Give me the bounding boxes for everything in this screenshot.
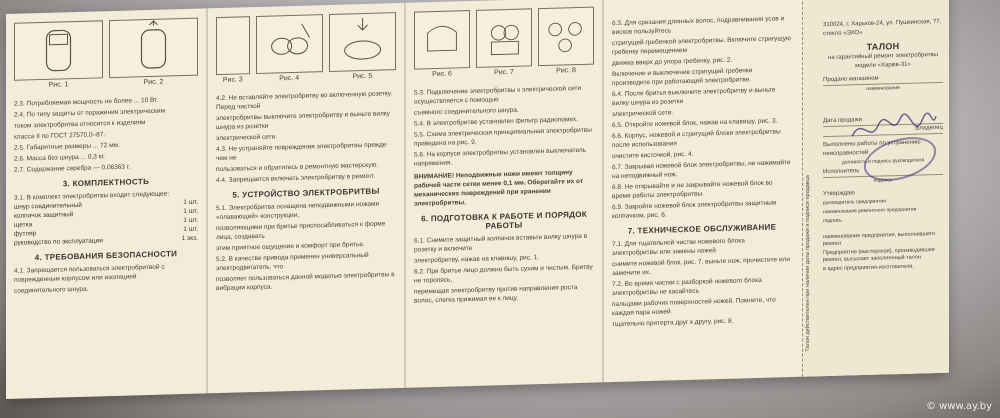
text-line: 2.5. Габаритные размеры ... 72 мм. <box>14 141 120 152</box>
coupon-field: Исполнитель <box>823 165 943 178</box>
kit-item: щетка 1 шт. <box>14 216 198 229</box>
kit-item: шнур соединительный 1 шт. <box>14 198 198 211</box>
text-line: 6.9. Закройте ножевой блок электробритвы защитным колпачком, рис. 6. <box>612 199 777 221</box>
kit-item: руководство по эксплуатации 1 экз. <box>14 234 198 247</box>
figure-row-3 <box>414 4 594 79</box>
text-line: электрической сети. <box>612 109 674 119</box>
prep-text <box>414 232 594 306</box>
blade-block-removal-illustration <box>477 9 531 67</box>
figure-caption: Рис. 7 <box>494 68 514 77</box>
section-heading: 4. ТРЕБОВАНИЯ БЕЗОПАСНОСТИ <box>34 249 178 263</box>
coupon-field-hint: наименование <box>866 85 900 92</box>
figure-6 <box>414 10 470 79</box>
text-line: 6.1. Снимите защитный колпачок вставьте вилку шнура в розетку и включите <box>414 232 588 254</box>
coupon-field: Дата продажи <box>823 114 943 127</box>
coupon-field: Утверждаю <box>823 190 855 198</box>
figure-7 <box>476 8 532 77</box>
blades-pair-illustration <box>539 8 593 66</box>
kit-list <box>14 198 198 248</box>
text-line: 5.1. Электробритва оснащена неподвижными ножами «плавающей» конструкции, <box>216 200 380 222</box>
text-line: соединительного шнура. <box>14 285 89 295</box>
leaflet-panel-4 <box>604 0 800 382</box>
text-line: 7.2. Во время чистки с разборкой ножевого блока электробритвы не касайтесь <box>612 276 762 298</box>
text-line: 6.3. Для срезания длинных волос, подравнивания усов и висков пользуйтесь <box>612 15 785 37</box>
figure-3 <box>216 16 250 84</box>
figure-caption: Рис. 5 <box>352 72 373 81</box>
text-line: позволяющими при бритье приспосабливаться к форме лица, создавать <box>216 220 386 242</box>
instruction-leaflet <box>6 0 948 399</box>
brush-cleaning-illustration <box>257 15 322 73</box>
coupon-field-hint: руководитель предприятия <box>823 198 886 207</box>
text-line: съемного соединительного шнура. <box>414 106 519 117</box>
figure-row-1 <box>14 15 198 90</box>
text-line: снимите ножевой блок, рис. 7, выньте нож, прочистите или замените их. <box>612 256 790 278</box>
text-line: 2.7. Содержание серебра — 0,06363 г. <box>14 163 131 174</box>
text-line: 6.7. Закрывая ножевой блок электробритвы, не нажимайте на неподвижный нож. <box>612 159 791 181</box>
text-line: 2.6. Масса без шнура ... 0,3 кг. <box>14 153 105 163</box>
text-line: 6.8. Не открывайте и не закрывайте ножевой блок во время работы электробритвы. <box>612 179 773 201</box>
figure-caption: Рис. 1 <box>48 81 69 89</box>
coupon-title: ТАЛОН <box>866 41 900 52</box>
text-line: 6.5. Откройте ножевой блок, нажав на клавишу, рис. 3. <box>612 117 778 130</box>
protective-cap-illustration <box>415 11 469 69</box>
figure-caption: Рис. 4 <box>279 74 300 83</box>
coupon-field: Выполнены работы по устранению неисправностей <box>823 139 921 158</box>
text-line: током электробритва относится к изделиям <box>14 119 146 130</box>
coupon-field-hint: подпись <box>823 217 842 225</box>
device-text-cont <box>414 84 594 169</box>
figure-caption: Рис. 3 <box>222 76 243 84</box>
coupon-field: Владелец <box>823 124 943 137</box>
text-line: 5.3. Подключение электробритвы к электрической сети осуществляется с помощью <box>414 84 582 106</box>
figure-caption: Рис. 2 <box>143 78 164 87</box>
kit-item: колпачок защитный 1 шт. <box>14 207 198 220</box>
text-line: пользоваться и обратитесь в ремонтную мастерскую. <box>216 161 379 174</box>
text-line: 5.6. На корпусе электробритвы установлен выключатель напряжения. <box>414 146 587 168</box>
site-watermark: © www.ay.by <box>925 401 992 412</box>
text-line: 2.3. Потребляемая мощность не более ... 10 Вт. <box>14 96 159 108</box>
figure-caption: Рис. 8 <box>556 67 576 75</box>
coupon-address: 310024, г. Харьков-24, ул. Пушкинская, 77, стекло «ЭХО» <box>823 18 942 38</box>
text-line: 2.4. По типу защиты от поражения электрическим <box>14 107 165 119</box>
text-line: 4.2. Не вставляйте электробритву во включенную розетку. Перед чисткой <box>216 90 393 112</box>
blade-insert-illustration <box>330 13 395 71</box>
shaver-trimmer-illustration <box>110 19 197 77</box>
figure-2 <box>109 18 198 87</box>
text-line: движка вверх до упора гребенку, рис. 2. <box>612 56 733 68</box>
figure-row-2 <box>216 9 396 84</box>
text-line: Включение и выключение стригущей гребенки производите при работающей электробритве. <box>612 67 753 88</box>
text-line: 4.4. Запрещается включать электробритву в ремонт. <box>216 172 375 185</box>
text-line: 5.5. Схема электрическая принципиальная электробритвы приведена на рис. 9. <box>414 126 592 148</box>
text-line: 5.4. В электробритве установлен фильтр радиопомех. <box>414 116 578 128</box>
text-line: пальцами рабочих поверхностей ножей. Помните, что каждая пара ножей <box>612 296 776 318</box>
text-line: класса II по ГОСТ 27570.0–87. <box>14 131 106 141</box>
text-line: Предприятие (мастерская), производившее ремонт, высылает заполненный талон <box>823 247 935 264</box>
text-line: этим приятное ощущение и комфорт при бритье. <box>216 240 365 253</box>
section-heading: 6. ПОДГОТОВКА К РАБОТЕ И ПОРЯДОК РАБОТЫ <box>421 209 587 231</box>
figure-8 <box>538 7 594 76</box>
coupon-side-note: Талон действителен при наличии даты продажи и подписи продавца <box>805 174 811 352</box>
coupon-subtitle: на гарантийный ремонт электробритвы модели «Харків-31» <box>828 51 938 70</box>
text-line: очистите кисточкой, рис. 4. <box>612 150 694 161</box>
safety-text-cont <box>216 89 396 185</box>
text-line: электробритвы выключите электробритву и выньте вилку шнура из розетки <box>216 110 390 132</box>
warranty-coupon <box>802 0 949 377</box>
coupon-field: Продано магазином <box>823 73 943 86</box>
leaflet-panel-3 <box>406 0 602 388</box>
leaflet-panel-1 <box>6 8 206 399</box>
text-line: 6.6. Корпус, ножевой и стригущий блоки электробритвы после использования <box>612 128 781 150</box>
text-line: стригущей гребенкой электробритвы. Включите стригущую гребенку перемещением <box>612 35 791 57</box>
operation-text <box>612 14 792 221</box>
section-heading: 5. УСТРОЙСТВО ЭЛЕКТРОБРИТВЫ <box>232 186 380 200</box>
coupon-field-hint: подпись <box>873 177 893 184</box>
text-line: наименование предприятия, выполнившего ремонт <box>823 231 936 248</box>
text-line: 4.1. Запрещается пользоваться электробритвой с поврежденным корпусом или изоляцией <box>14 263 165 284</box>
coupon-field-hint: должность и подпись руководителя <box>841 157 925 166</box>
text-line: электрической сети. <box>216 133 278 143</box>
text-line: тщательно притерта друг к другу, рис. 8. <box>612 317 734 329</box>
specs-text <box>14 95 198 175</box>
figure-4 <box>256 14 323 83</box>
leaflet-panel-2 <box>208 3 404 393</box>
coupon-field-hint: наименование ремонтного предприятия <box>823 206 917 216</box>
text-line: 6.4. После бритья выключите электробритву и выньте вилку шнура из розетки <box>612 86 776 108</box>
text-line: 6.2. При бритье лицо должно быть сухим и чистым. Бритву не торопясь, <box>414 263 593 285</box>
text-line: 5.2. В качестве привода применен универсальный электродвигатель, что <box>216 251 369 273</box>
text-line: перемещая электробритву против направления роста волос, слегка прижимая ее к лицу. <box>414 284 578 305</box>
kit-intro: 3.1. В комплект электробритвы входит следующее: <box>14 190 170 202</box>
section-heading: 3. КОМПЛЕКТНОСТЬ <box>62 177 150 189</box>
text-line: 4.3. Не устраняйте повреждения электробритвы прежде чем не <box>216 141 387 163</box>
text-line: в адрес предприятия-изготовителя. <box>823 263 914 273</box>
shaver-front-illustration <box>15 21 102 79</box>
text-line: электробритву, нажав на клавишу, рис. 1. <box>414 254 539 265</box>
text-line: 7.1. Для тщательной чистки ножевого блока электробритвы или замены ножей <box>612 237 745 258</box>
section-heading: 7. ТЕХНИЧЕСКОЕ ОБСЛУЖИВАНИЕ <box>627 222 777 236</box>
coupon-footer <box>823 231 943 273</box>
device-text <box>216 199 396 293</box>
figure-5 <box>329 12 396 81</box>
figure-caption: Рис. 6 <box>432 70 452 79</box>
warning-text: ВНИМАНИЕ! Неподвижные ножи имеют толщину рабочей части сетки менее 0,1 мм. Оберегайте их от механических повреждений при хранении электробритвы. <box>414 169 584 208</box>
safety-text <box>14 262 198 296</box>
maintenance-text <box>612 235 792 329</box>
text-line: позволяет пользоваться данной моделью электробритвы в вибрации корпуса. <box>216 271 395 293</box>
kit-item: футляр 1 шт. <box>14 225 198 238</box>
figure-1 <box>14 20 103 89</box>
